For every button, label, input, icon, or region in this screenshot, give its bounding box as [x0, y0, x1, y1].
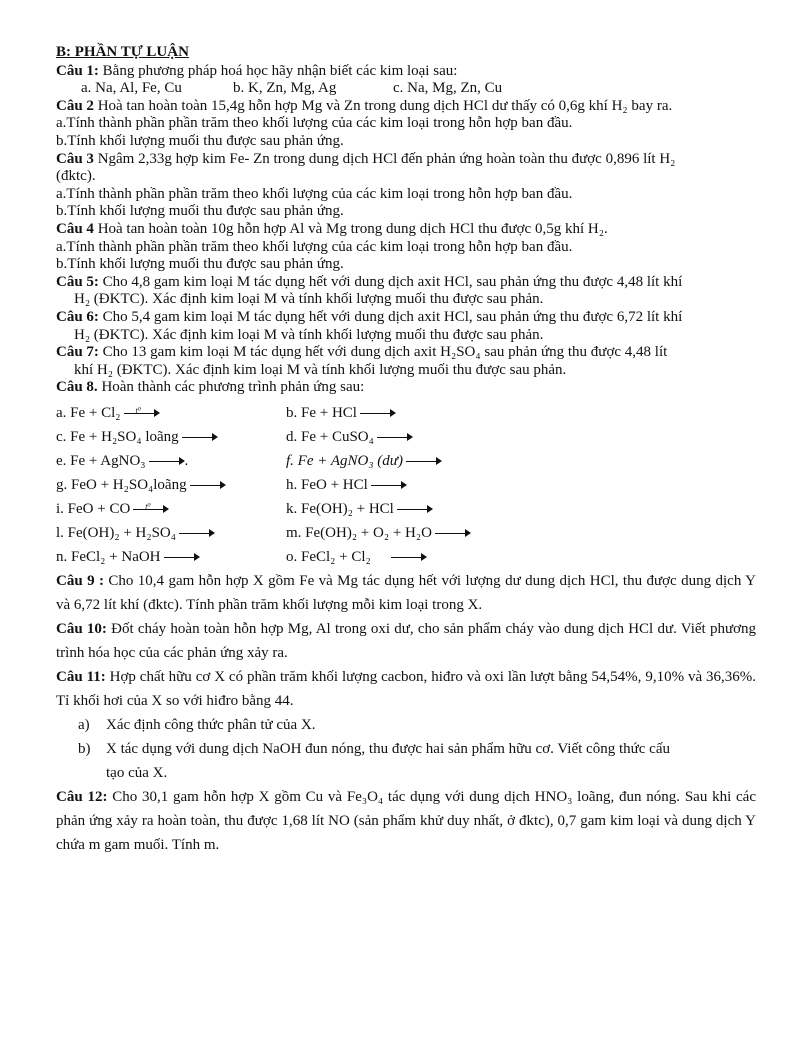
question-1-options — [56, 80, 756, 98]
reaction-arrow-icon — [164, 552, 200, 562]
equation-c: c. Fe + H₂SO₄ loãng — [56, 425, 286, 449]
question-12 — [56, 785, 756, 857]
question-5-cont: H₂ (ĐKTC). Xác định kim loại M và tính khối lượng muối thu được sau phản. — [74, 291, 544, 308]
reaction-arrow-icon — [182, 432, 218, 442]
option-b: b. K, Zn, Mg, Ag — [233, 80, 337, 97]
question-3 — [56, 151, 756, 169]
reaction-arrow-icon — [179, 528, 215, 538]
equation-row — [56, 401, 756, 425]
equation-a: a. Fe + Cl₂ t⁰ — [56, 401, 286, 425]
question-9 — [56, 569, 756, 617]
question-6 — [56, 309, 756, 327]
reaction-arrow-icon — [406, 456, 442, 466]
question-11-part-a: a) Xác định công thức phân tử của X. — [78, 716, 316, 733]
question-label: Câu 7: — [56, 344, 99, 361]
question-label: Câu 3 — [56, 150, 94, 167]
question-text: Hoà tan hoàn toàn 10g hỗn hợp Al và Mg trong dung dịch HCl thu được 0,5g khí H₂. — [93, 220, 608, 237]
document-page — [56, 44, 756, 857]
reaction-arrow-icon: t⁰ — [124, 408, 160, 418]
equation-row — [56, 449, 756, 473]
reaction-arrow-icon — [149, 456, 185, 466]
question-label: Câu 1: — [56, 62, 99, 79]
question-4-part-a: a.Tính thành phần phần trăm theo khối lượng của các kim loại trong hỗn hợp ban đầu. — [56, 238, 573, 255]
question-text: Cho 13 gam kim loại M tác dụng hết với dung dịch axit H₂SO₄ sau phản ứng thu được 4,48 lít — [98, 344, 668, 361]
question-label: Câu 8. — [56, 379, 98, 396]
question-7-cont: khí H₂ (ĐKTC). Xác định kim loại M và tính khối lượng muối thu được sau phản. — [74, 361, 567, 378]
question-10 — [56, 617, 756, 665]
question-text: Hoàn thành các phương trình phản ứng sau: — [97, 379, 365, 396]
reaction-arrow-icon — [391, 552, 427, 562]
equation-row — [56, 545, 756, 569]
reaction-arrow-icon — [397, 504, 433, 514]
reaction-arrow-icon — [377, 432, 413, 442]
equation-o: o. FeCl₂ + Cl₂ — [286, 545, 427, 569]
equation-i: i. FeO + CO t⁰ — [56, 497, 286, 521]
reaction-arrow-icon — [190, 480, 226, 490]
equation-b: b. Fe + HCl — [286, 401, 396, 425]
equation-h: h. FeO + HCl — [286, 473, 407, 497]
equation-d: d. Fe + CuSO₄ — [286, 425, 413, 449]
question-text: Cho 30,1 gam hỗn hợp X gồm Cu và Fe₃O₄ tác dụng với dung dịch HNO₃ loãng, đun nóng. Sau khi các phản ứng xảy ra hoàn toàn, thu được 1,68 lít NO (sản phẩm khử duy nhất, ở đktc), 0,7 gam kim loại và dung dịch Y chứa m gam muối. Tính m. — [56, 788, 756, 853]
question-text: Hoà tan hoàn toàn 15,4g hỗn hợp Mg và Zn trong dung dịch HCl dư thấy có 0,6g khí H₂ bay ra. — [93, 97, 673, 114]
question-label: Câu 4 — [56, 220, 94, 237]
question-7 — [56, 344, 756, 362]
question-text: Cho 5,4 gam kim loại M tác dụng hết với dung dịch axit HCl, sau phản ứng thu được 6,72 lít khí — [98, 308, 683, 325]
question-label: Câu 12: — [56, 788, 108, 805]
reaction-arrow-icon — [435, 528, 471, 538]
equation-g: g. FeO + H₂SO₄loãng — [56, 473, 286, 497]
question-text: Cho 10,4 gam hỗn hợp X gồm Fe và Mg tác dụng hết với lượng dư dung dịch HCl, thu được dung dịch Y và 6,72 lít khí (đktc). Tính phần trăm khối lượng mỗi kim loại trong X. — [56, 572, 757, 613]
equation-list — [56, 401, 756, 569]
section-title: B: PHẦN TỰ LUẬN — [56, 44, 189, 60]
question-5 — [56, 274, 756, 292]
question-3-part-a: a.Tính thành phần phần trăm theo khối lượng của các kim loại trong hỗn hợp ban đầu. — [56, 185, 573, 202]
question-11-part-b-cont: tạo của X. — [106, 764, 168, 781]
option-c: c. Na, Mg, Zn, Cu — [393, 80, 503, 97]
question-2-part-a: a.Tính thành phần phần trăm theo khối lượng của các kim loại trong hỗn hợp ban đầu. — [56, 115, 573, 132]
question-text: Hợp chất hữu cơ X có phần trăm khối lượng cacbon, hiđro và oxi lần lượt bằng 54,54%, 9,10% và 36,36%. Tỉ khối hơi của X so với hiđro bằng 44. — [56, 668, 757, 709]
equation-m: m. Fe(OH)₂ + O₂ + H₂O — [286, 521, 471, 545]
question-text: Cho 4,8 gam kim loại M tác dụng hết với dung dịch axit HCl, sau phản ứng thu được 4,48 lít khí — [98, 273, 683, 290]
question-1 — [56, 63, 756, 81]
question-label: Câu 10: — [56, 620, 107, 637]
question-text: Ngâm 2,33g hợp kim Fe- Zn trong dung dịch HCl đến phản ứng hoàn toàn thu được 0,896 lít H₂ — [93, 150, 676, 167]
reaction-arrow-icon: t⁰ — [133, 504, 169, 514]
equation-k: k. Fe(OH)₂ + HCl — [286, 497, 433, 521]
question-2-part-b: b.Tính khối lượng muối thu được sau phản ứng. — [56, 132, 344, 149]
question-4 — [56, 221, 756, 239]
question-label: Câu 6: — [56, 308, 99, 325]
equation-row — [56, 497, 756, 521]
reaction-arrow-icon — [360, 408, 396, 418]
equation-e: e. Fe + AgNO₃ . — [56, 452, 189, 469]
equation-row — [56, 425, 756, 449]
question-text: Bằng phương pháp hoá học hãy nhận biết các kim loại sau: — [98, 62, 458, 79]
question-text: Đốt cháy hoàn toàn hỗn hợp Mg, Al trong oxi dư, cho sản phẩm cháy vào dung dịch HCl dư. Viết phương trình hóa học của các phản ứng xảy ra. — [56, 620, 757, 661]
question-label: Câu 11: — [56, 668, 106, 685]
question-4-part-b: b.Tính khối lượng muối thu được sau phản ứng. — [56, 256, 344, 273]
question-3-cont: (đktc). — [56, 168, 96, 185]
question-6-cont: H₂ (ĐKTC). Xác định kim loại M và tính khối lượng muối thu được sau phản. — [74, 326, 544, 343]
equation-f: f. Fe + AgNO₃ (dư) — [286, 449, 442, 473]
question-8 — [56, 379, 756, 397]
equation-n: n. FeCl₂ + NaOH — [56, 545, 286, 569]
question-label: Câu 2 — [56, 97, 94, 114]
question-3-part-b: b.Tính khối lượng muối thu được sau phản ứng. — [56, 203, 344, 220]
question-label: Câu 9 : — [56, 572, 104, 589]
equation-row — [56, 521, 756, 545]
reaction-arrow-icon — [371, 480, 407, 490]
option-a: a. Na, Al, Fe, Cu — [81, 80, 182, 97]
equation-l: l. Fe(OH)₂ + H₂SO₄ — [56, 521, 286, 545]
question-11 — [56, 665, 756, 713]
question-11-part-b: b) X tác dụng với dung dịch NaOH đun nóng, thu được hai sản phẩm hữu cơ. Viết công thức cấu — [78, 740, 670, 757]
equation-row — [56, 473, 756, 497]
question-label: Câu 5: — [56, 273, 99, 290]
question-2 — [56, 98, 756, 116]
